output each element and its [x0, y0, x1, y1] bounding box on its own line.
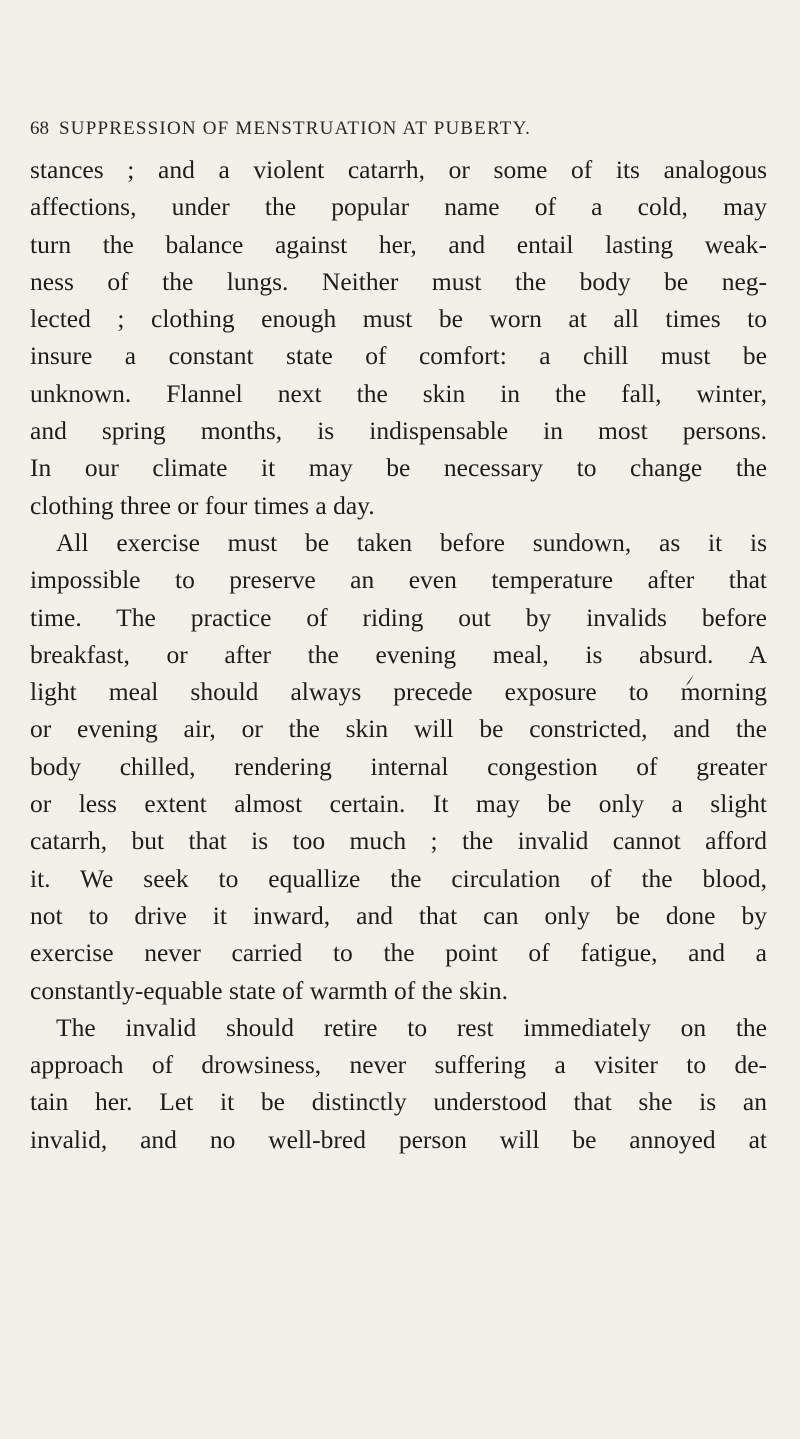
text-line: lected ; clothing enough must be worn at all times to — [30, 304, 767, 334]
text-line: turn the balance against her, and entail lasting weak- — [30, 229, 767, 259]
text-line: breakfast, or after the evening meal, is absurd. A — [30, 639, 767, 669]
text-line: body chilled, rendering internal congestion of greater — [30, 751, 767, 781]
text-line: exercise never carried to the point of fatigue, and a — [30, 938, 767, 968]
text-line: or evening air, or the skin will be constricted, and the — [30, 714, 767, 744]
page-number: 68 — [30, 118, 49, 139]
text-line: or less extent almost certain. It may be only a slight — [30, 789, 767, 819]
text-line: not to drive it inward, and that can only be done by — [30, 900, 767, 930]
running-title: SUPPRESSION OF MENSTRUATION AT PUBERTY. — [59, 118, 532, 139]
text-line: All exercise must be taken before sundown, as it is — [56, 527, 767, 557]
text-line: In our climate it may be necessary to change the — [30, 453, 767, 483]
text-line: clothing three or four times a day. — [30, 490, 375, 520]
text-line: catarrh, but that is too much ; the invalid cannot afford — [30, 826, 767, 856]
text-line: approach of drowsiness, never suffering a visiter to de- — [30, 1050, 767, 1080]
text-line: and spring months, is indispensable in most persons. — [30, 416, 767, 446]
text-line: The invalid should retire to rest immediately on the — [56, 1012, 767, 1042]
text-line: ness of the lungs. Neither must the body be neg- — [30, 266, 767, 296]
text-line: constantly-equable state of warmth of the skin. — [30, 975, 508, 1005]
text-line: impossible to preserve an even temperature after that — [30, 565, 767, 595]
body-text — [30, 151, 767, 1158]
text-line: insure a constant state of comfort: a chill must be — [30, 341, 767, 371]
text-line: affections, under the popular name of a cold, may — [30, 192, 767, 222]
margin-mark-icon — [685, 673, 695, 687]
text-line: stances ; and a violent catarrh, or some of its analogous — [30, 155, 767, 184]
text-line: time. The practice of riding out by invalids before — [30, 602, 767, 632]
text-line: invalid, and no well-bred person will be annoyed at — [30, 1124, 767, 1154]
text-line: tain her. Let it be distinctly understood that she is an — [30, 1087, 767, 1117]
text-line: it. We seek to equallize the circulation of the blood, — [30, 863, 767, 893]
text-line: unknown. Flannel next the skin in the fall, winter, — [30, 378, 767, 408]
text-line: light meal should always precede exposure to morning — [30, 677, 767, 707]
running-header — [30, 118, 531, 140]
